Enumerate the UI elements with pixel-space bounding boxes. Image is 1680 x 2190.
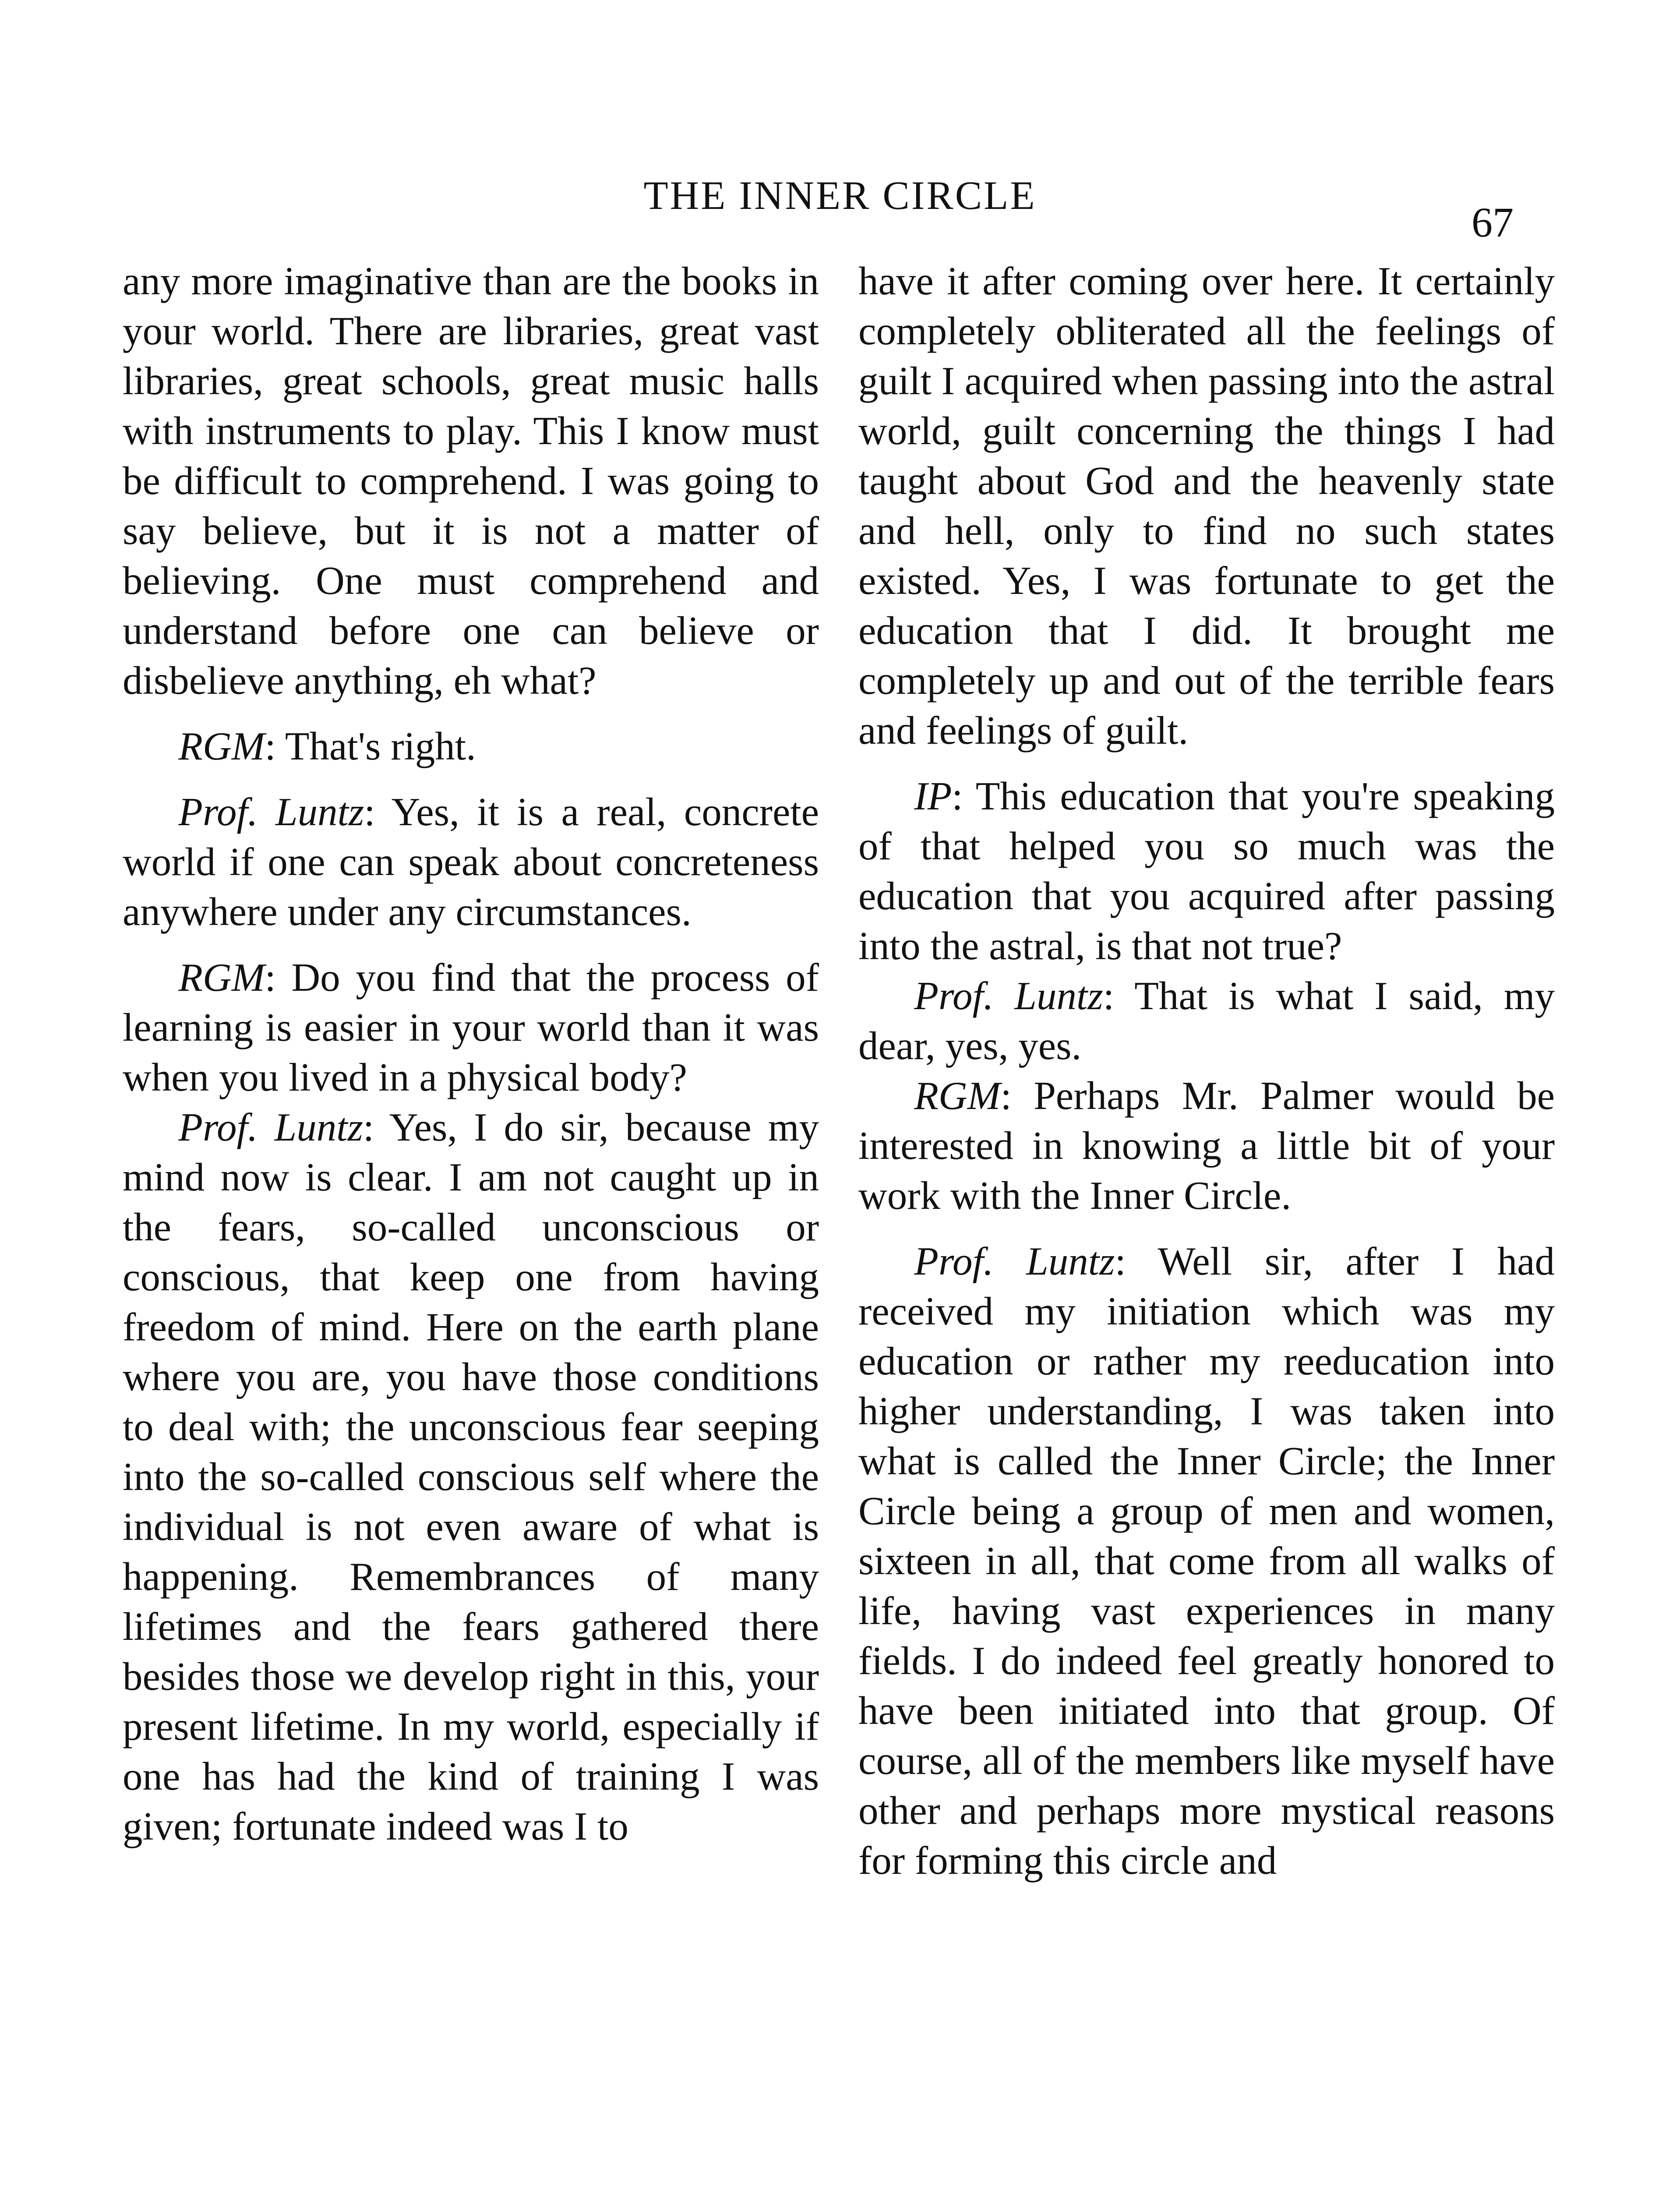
paragraph-text: Yes, it is a real, concrete world if one can speak about concreteness anywhere under any circumstances.	[123, 790, 819, 934]
paragraph-text: any more imaginative than are the books in your world. There are libraries, great vast libraries, great schools, great music halls with instruments to play. This I know must be difficult to comprehend. I was going to say believe, but it is not a matter of believing. One must comprehend and understand before one can believe or disbelieve anything, eh what?	[123, 259, 819, 703]
dialogue-paragraph: Prof. Luntz: Well sir, after I had received my initiation which was my education or rather my reeducation into higher understanding, I was taken into what is called the Inner Circle; the Inner Circle being a group of men and women, sixteen in all, that come from all walks of life, having vast experiences in many fields. I do indeed feel greatly honored to have been initiated into that group. Of course, all of the members like myself have other and perhaps more mystical reasons for forming this circle and	[858, 1239, 1555, 1883]
dialogue-paragraph: Prof. Luntz: Yes, it is a real, concrete world if one can speak about concreteness anywhere under any circumstances.	[123, 790, 819, 934]
dialogue-paragraph: RGM: Do you find that the process of learning is easier in your world than it was when you lived in a physical body?	[123, 955, 819, 1099]
speaker-name: IP	[914, 774, 952, 818]
speaker-name: Prof. Luntz	[914, 1239, 1115, 1283]
running-title: THE INNER CIRCLE	[643, 173, 1037, 218]
right-column	[858, 256, 1555, 1886]
paragraph-text: That's right.	[275, 724, 476, 768]
paragraph-text: Well sir, after I had received my initiation which was my education or rather my reeducation into higher understanding, I was taken into what is called the Inner Circle; the Inner Circle being a group of men and women, sixteen in all, that come from all walks of life, having vast experiences in many fields. I do indeed feel greatly honored to have been initiated into that group. Of course, all of the members like myself have other and perhaps more mystical reasons for forming this circle and	[858, 1239, 1555, 1883]
speaker-name: Prof. Luntz	[178, 790, 364, 834]
left-column	[123, 256, 819, 1851]
paragraph-text: Do you find that the process of learning is easier in your world than it was when you lived in a physical body?	[123, 955, 819, 1099]
dialogue-paragraph: Prof. Luntz: That is what I said, my dear, yes, yes.	[858, 974, 1555, 1068]
speaker-name: RGM	[178, 955, 265, 1000]
dialogue-paragraph: Prof. Luntz: Yes, I do sir, because my mind now is clear. I am not caught up in the fears, so-called unconscious or conscious, that keep one from having freedom of mind. Here on the earth plane where you are, you have those conditions to deal with; the unconscious fear seeping into the so-called conscious self where the individual is not even aware of what is happening. Remembrances of many lifetimes and the fears gathered there besides those we develop right in this, your present lifetime. In my world, especially if one has had the kind of training I was given; fortunate indeed was I to	[123, 1105, 819, 1848]
paragraph	[858, 256, 1555, 756]
paragraph-text: This education that you're speaking of that helped you so much was the education that you acquired after passing into the astral, is that not true?	[858, 774, 1555, 968]
dialogue-paragraph: IP: This education that you're speaking of that helped you so much was the education that you acquired after passing into the astral, is that not true?	[858, 774, 1555, 968]
dialogue-paragraph: RGM: Perhaps Mr. Palmer would be interested in knowing a little bit of your work with the Inner Circle.	[858, 1074, 1555, 1218]
paragraph	[123, 256, 819, 706]
paragraph-text: Perhaps Mr. Palmer would be interested in knowing a little bit of your work with the Inner Circle.	[858, 1074, 1555, 1218]
paragraph-text: have it after coming over here. It certainly completely obliterated all the feelings of guilt I acquired when passing into the astral world, guilt concerning the things I had taught about God and the heavenly state and hell, only to find no such states existed. Yes, I was fortunate to get the education that I did. It brought me completely up and out of the terrible fears and feelings of guilt.	[858, 259, 1555, 752]
dialogue-paragraph: RGM: That's right.	[178, 724, 476, 768]
paragraph-text: That is what I said, my dear, yes, yes.	[858, 974, 1555, 1068]
speaker-name: RGM	[914, 1074, 1001, 1118]
speaker-name: Prof. Luntz	[914, 974, 1103, 1018]
speaker-name: RGM	[178, 724, 265, 768]
paragraph-text: Yes, I do sir, because my mind now is clear. I am not caught up in the fears, so-called unconscious or conscious, that keep one from having freedom of mind. Here on the earth plane where you are, you have those conditions to deal with; the unconscious fear seeping into the so-called conscious self where the individual is not even aware of what is happening. Remembrances of many lifetimes and the fears gathered there besides those we develop right in this, your present lifetime. In my world, especially if one has had the kind of training I was given; fortunate indeed was I to	[123, 1105, 819, 1848]
page-number: 67	[1472, 199, 1514, 246]
speaker-name: Prof. Luntz	[178, 1105, 363, 1149]
